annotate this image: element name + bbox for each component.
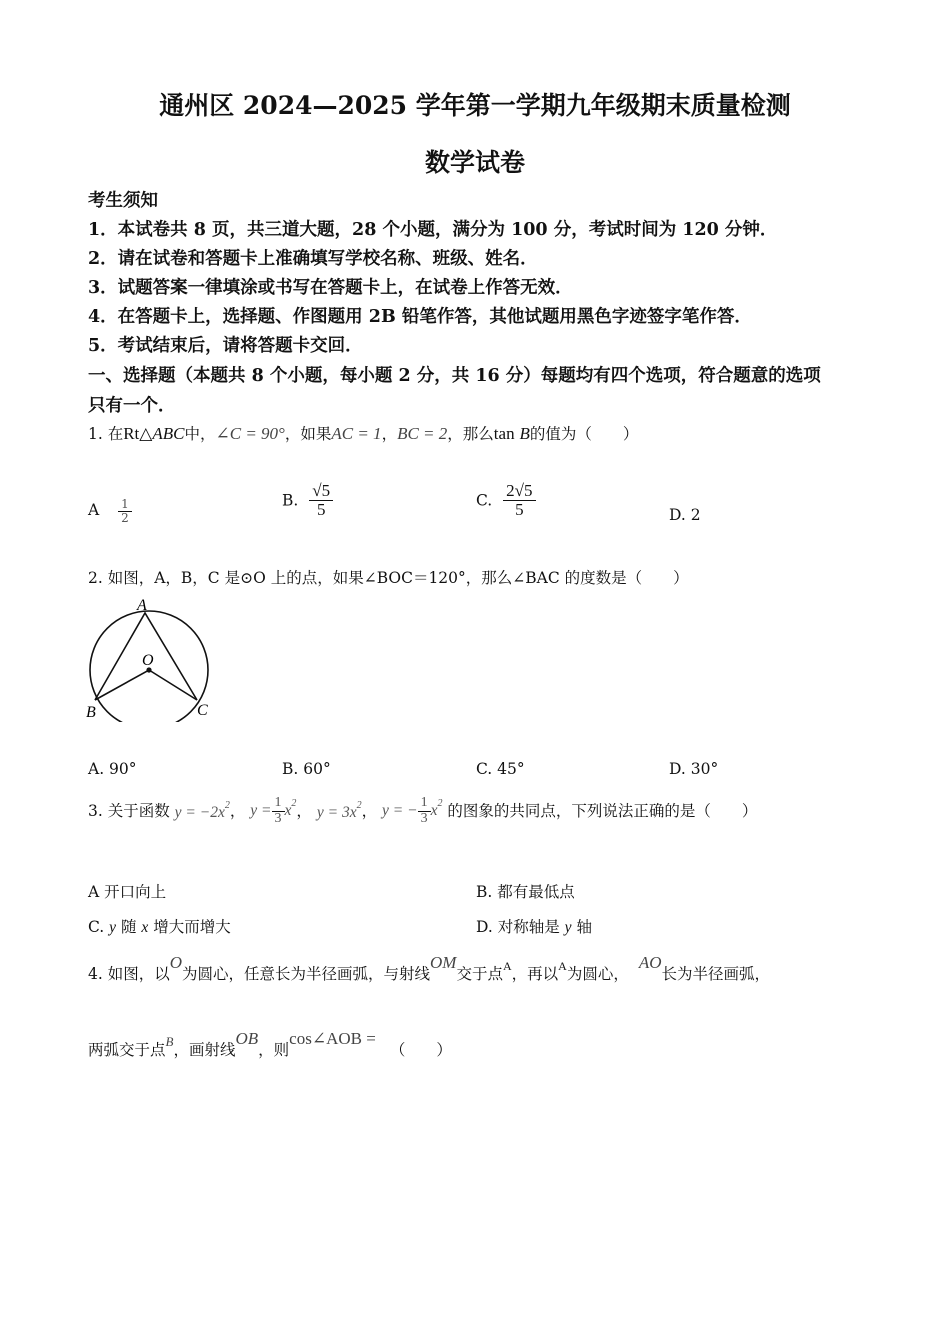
q4-text: 长为半径画弧， <box>661 965 771 983</box>
q1-text: ，那么 <box>447 425 494 443</box>
q1-option-c-fraction <box>503 482 535 519</box>
denominator: 3 <box>274 810 282 826</box>
q4-text: ，再以 <box>511 965 559 983</box>
q1-bc: BC = 2 <box>397 424 448 443</box>
denominator: 2 <box>121 510 129 525</box>
q3-option-c-text: C. <box>88 918 110 936</box>
page-title: 通州区 2024—2025 学年第一学期九年级期末质量检测 <box>159 91 791 120</box>
notice-item-4: 4．在答题卡上，选择题、作图题用 2B 铅笔作答，其他试题用黑色字迹签字笔作答． <box>88 307 752 327</box>
q4-stem-line2 <box>88 1029 452 1060</box>
q3-option-d-text: D. 对称轴是 <box>476 918 565 936</box>
page-subtitle: 数学试卷 <box>424 148 525 177</box>
q1-text: ，如果 <box>284 425 332 443</box>
superscript: 2 <box>356 799 362 811</box>
denominator: 5 <box>316 499 326 519</box>
q3-option-c-x: x <box>141 919 149 936</box>
q3-text: 3. 关于函数 <box>88 801 170 820</box>
q4-b: B <box>165 1034 174 1049</box>
q2-circle-figure <box>82 592 222 722</box>
q3-func-2-post: x <box>284 801 292 819</box>
superscript: 2 <box>224 799 230 811</box>
q2-option-c[interactable]: C. 45° <box>476 760 525 778</box>
notice-heading: 考生须知 <box>88 191 158 211</box>
q1-option-c[interactable] <box>476 482 536 519</box>
superscript: 2 <box>437 797 443 809</box>
label-b: B <box>86 704 96 721</box>
q1-option-b-fraction <box>309 482 333 519</box>
q3-stem <box>88 796 757 826</box>
q4-om: OM <box>430 953 457 972</box>
numerator: √5 <box>309 482 333 501</box>
q1-option-a-label: A <box>88 501 100 520</box>
q3-func-3-body: y = 3x <box>316 803 357 821</box>
q4-text: 为圆心， <box>566 965 629 983</box>
q3-option-b[interactable]: B. 都有最低点 <box>476 883 575 901</box>
q1-option-b[interactable] <box>282 482 333 519</box>
q1-number: 1. 在 <box>88 425 124 443</box>
numerator: 1 <box>272 796 285 812</box>
notice-item-5: 5．考试结束后，请将答题卡交回． <box>88 336 363 356</box>
q1-option-b-label: B. <box>282 491 299 510</box>
q4-text: 两弧交于点 <box>88 1041 166 1059</box>
q4-text: 为圆心，任意长为半径画弧，与射线 <box>182 965 431 983</box>
q3-option-d-y: y <box>564 919 572 936</box>
q3-option-c-y: y <box>109 919 117 936</box>
numerator: 2√5 <box>503 482 535 501</box>
label-a: A <box>137 597 147 614</box>
q3-func-4-post: x <box>430 801 438 819</box>
q4-text: 交于点 <box>456 965 503 983</box>
q4-stem-line1 <box>88 953 771 984</box>
q4-ob: OB <box>235 1029 259 1048</box>
notice-item-1: 1．本试卷共 8 页，共三道大题，28 个小题，满分为 100 分，考试时间为 120 分钟． <box>88 220 778 240</box>
q1-stem <box>88 422 638 444</box>
q1-tan: tan <box>493 424 515 443</box>
notice-item-2: 2．请在试卷和答题卡上准确填写学校名称、班级、姓名． <box>88 249 538 269</box>
q3-func-4-pre: y = − <box>382 801 418 819</box>
q1-option-d[interactable]: D. 2 <box>669 506 701 524</box>
superscript: 2 <box>291 797 297 809</box>
q3-sep: ， <box>229 801 246 820</box>
q1-option-a-fraction <box>118 498 132 524</box>
q4-text: ，画射线 <box>173 1041 236 1059</box>
q4-answer-paren: （ ） <box>389 1041 452 1059</box>
section1-heading: 一、选择题（本题共 8 个小题，每小题 2 分，共 16 分）每题均有四个选项，符合题意的选项 <box>88 366 821 386</box>
denominator: 5 <box>515 499 524 519</box>
q1-b: B <box>519 424 530 443</box>
q3-func-4-fraction <box>418 796 431 826</box>
q1-ac: AC = 1 <box>331 424 382 443</box>
q3-sep: ， <box>361 801 378 820</box>
notice-item-3: 3．试题答案一律填涂或书写在答题卡上，在试卷上作答无效． <box>88 278 573 298</box>
q2-stem: 2. 如图，A，B，C 是⊙O 上的点，如果∠BOC＝120°，那么∠BAC 的度数是（ ） <box>88 569 689 587</box>
q4-text: ，则 <box>258 1041 290 1059</box>
q3-option-d[interactable] <box>476 915 592 937</box>
q3-func-2-fraction <box>272 796 285 826</box>
q1-text: 的值为（ ） <box>529 425 639 443</box>
q3-option-c[interactable] <box>88 915 231 937</box>
q2-option-d[interactable]: D. 30° <box>669 760 719 778</box>
q3-option-c-text: 随 <box>116 918 142 936</box>
section1-heading-cont: 只有一个． <box>88 396 176 416</box>
label-o: O <box>142 652 154 669</box>
q3-text: 的图象的共同点，下列说法正确的是（ ） <box>447 801 758 820</box>
q3-func-3 <box>316 799 362 821</box>
q3-option-c-text: 增大而增大 <box>148 918 231 936</box>
label-c: C <box>197 702 208 719</box>
q2-option-b[interactable]: B. 60° <box>282 760 331 778</box>
numerator: 1 <box>418 796 431 812</box>
denominator: 3 <box>420 810 428 826</box>
numerator: 1 <box>118 498 132 512</box>
q1-rt: Rt△ <box>123 424 153 443</box>
q1-abc: ABC <box>152 424 185 443</box>
q1-option-a[interactable] <box>88 498 132 524</box>
q2-option-a[interactable]: A. 90° <box>88 760 137 778</box>
q1-text: ， <box>381 425 398 443</box>
q4-text: 4. 如图，以 <box>88 965 170 983</box>
q4-cos-expression: cos∠AOB = <box>289 1029 376 1048</box>
q3-func-4 <box>382 795 443 826</box>
q3-func-1 <box>174 799 230 821</box>
q3-option-d-text: 轴 <box>571 918 592 936</box>
q3-sep: ， <box>296 801 312 820</box>
q4-a: A <box>502 959 512 973</box>
q3-func-1-body: y = −2x <box>174 803 225 821</box>
q3-func-2 <box>250 795 297 826</box>
q4-a: A <box>558 959 567 973</box>
q4-ao: AO <box>638 953 662 972</box>
q3-option-a[interactable]: A 开口向上 <box>88 883 167 901</box>
q1-option-c-label: C. <box>476 491 493 510</box>
q4-o: O <box>169 953 182 972</box>
q1-angle-c: ∠C = 90° <box>215 424 285 443</box>
q3-func-2-pre: y = <box>250 801 272 819</box>
q1-text: 中， <box>184 425 216 443</box>
